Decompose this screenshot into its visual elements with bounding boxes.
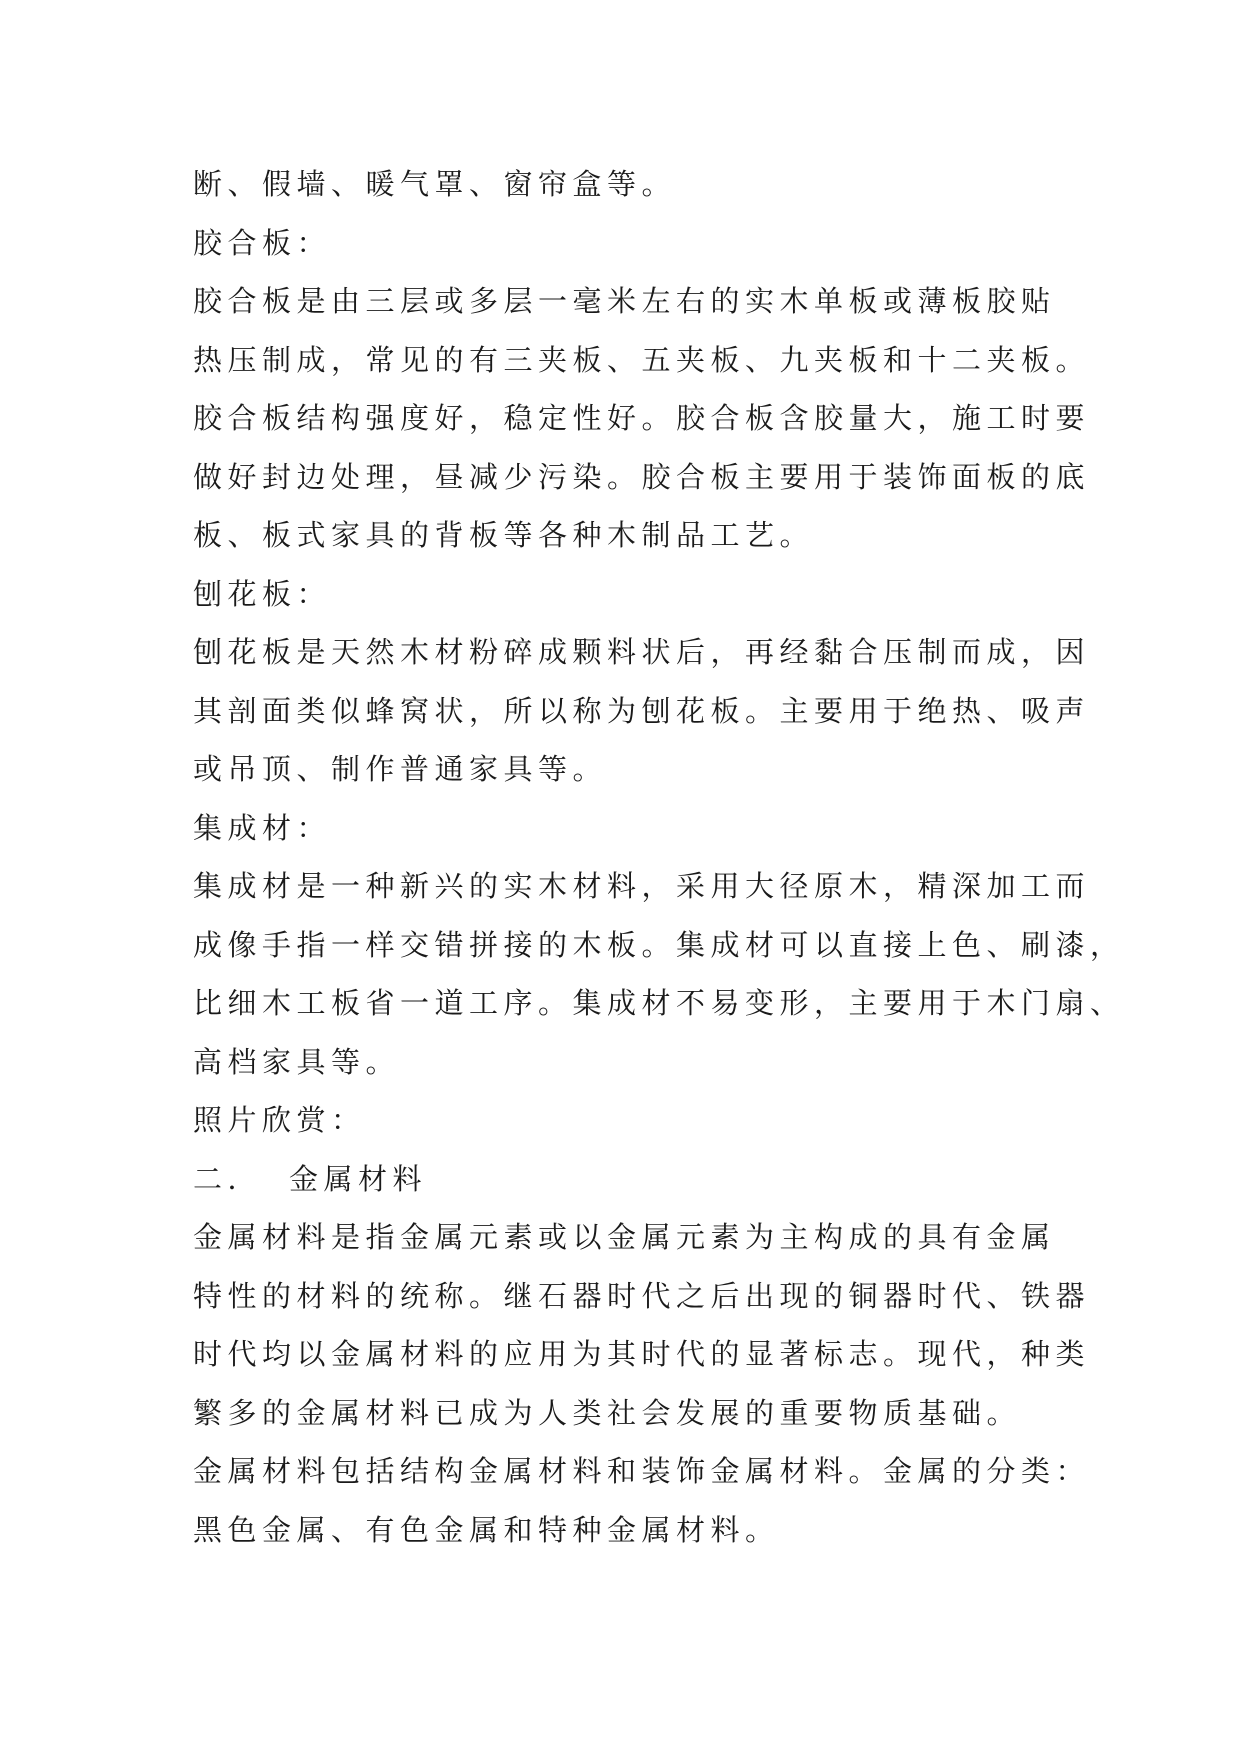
section-title: 金属材料: [289, 1161, 428, 1196]
text-line: 金属材料是指金属元素或以金属元素为主构成的具有金属: [193, 1220, 1056, 1254]
text-line: 比细木工板省一道工序。集成材不易变形，主要用于木门扇、: [193, 986, 1125, 1020]
text-line: 断、假墙、暖气罩、窗帘盒等。: [193, 167, 677, 201]
text-line: 板、板式家具的背板等各种木制品工艺。: [193, 518, 815, 552]
text-line: 或吊顶、制作普通家具等。: [193, 752, 608, 786]
text-line: 热压制成，常见的有三夹板、五夹板、九夹板和十二夹板。: [193, 342, 1091, 377]
text-line: 高档家具等。: [193, 1044, 401, 1079]
subheading-plywood: 胶合板：: [193, 225, 332, 260]
text-line: 金属材料包括结构金属材料和装饰金属材料。金属的分类：: [193, 1454, 1091, 1488]
text-line: 繁多的金属材料已成为人类社会发展的重要物质基础。: [193, 1395, 1022, 1430]
photo-caption: 照片欣赏：: [193, 1103, 366, 1137]
text-line: 胶合板是由三层或多层一毫米左右的实木单板或薄板胶贴: [193, 284, 1056, 318]
text-line: 刨花板是天然木材粉碎成颗料状后，再经黏合压制而成，因: [193, 635, 1091, 669]
text-line: 时代均以金属材料的应用为其时代的显著标志。现代，种类: [193, 1337, 1091, 1371]
text-line: 成像手指一样交错拼接的木板。集成材可以直接上色、刷漆，: [193, 927, 1125, 962]
text-line: 做好封边处理，昼减少污染。胶合板主要用于装饰面板的底: [193, 459, 1091, 494]
text-line: 其剖面类似蜂窝状，所以称为刨花板。主要用于绝热、吸声: [193, 693, 1091, 728]
text-line: 特性的材料的统称。继石器时代之后出现的铜器时代、铁器: [193, 1278, 1091, 1313]
text-line: 胶合板结构强度好，稳定性好。胶合板含胶量大，施工时要: [193, 401, 1091, 435]
subheading-glulam: 集成材：: [193, 810, 332, 845]
section-number: 二．: [193, 1161, 263, 1196]
document-body: [193, 155, 1125, 1559]
section-heading: [193, 1150, 1073, 1209]
subheading-particleboard: 刨花板：: [193, 576, 332, 611]
text-line: 黑色金属、有色金属和特种金属材料。: [193, 1512, 780, 1547]
text-line: 集成材是一种新兴的实木材料，采用大径原木，精深加工而: [193, 869, 1091, 903]
